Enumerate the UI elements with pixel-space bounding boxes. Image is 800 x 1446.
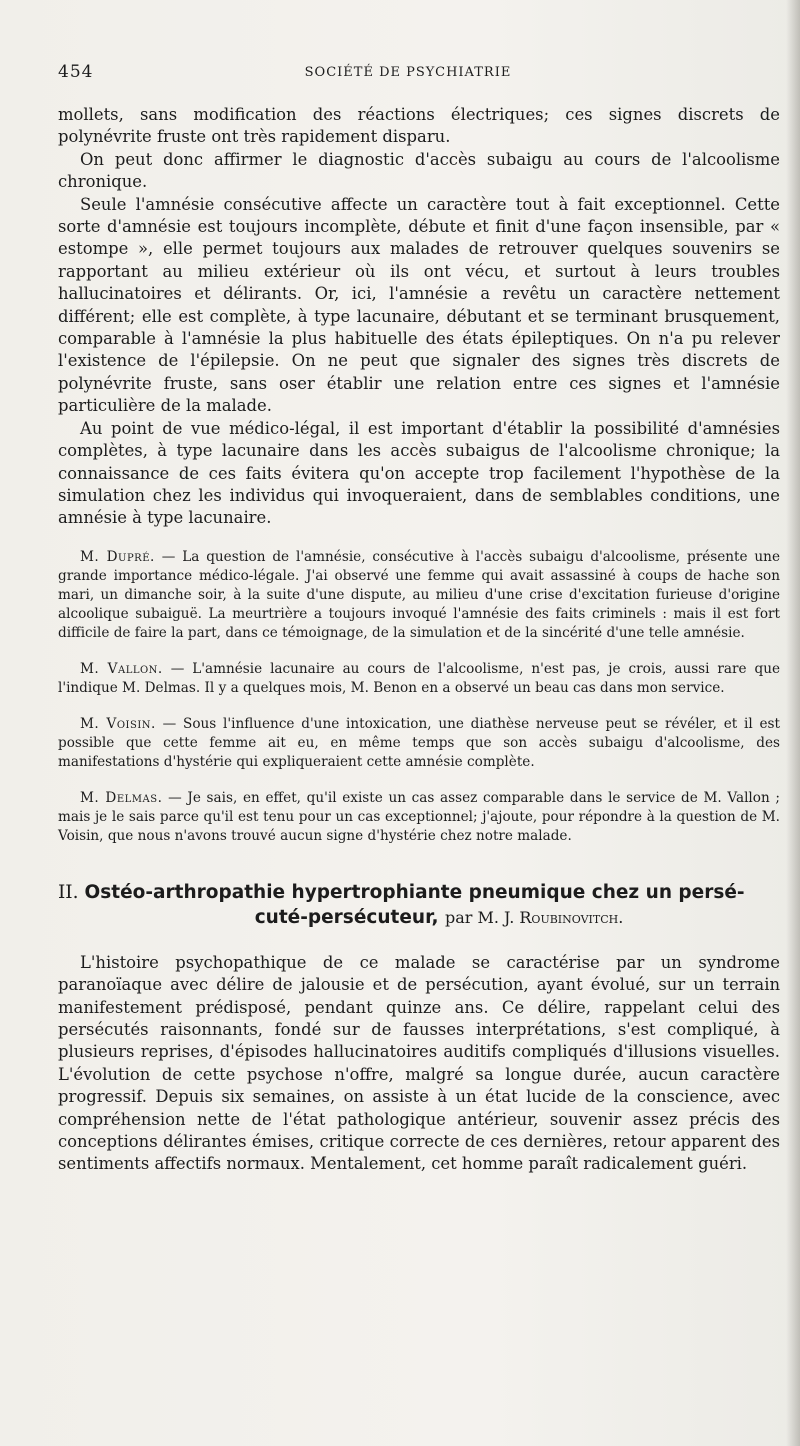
discussion-remark	[58, 660, 780, 698]
section-number: II.	[58, 881, 79, 903]
spacer	[58, 530, 780, 548]
section-title-line2: cuté-persécuteur,	[254, 906, 439, 928]
remark-text: — La question de l'amnésie, consécutive à l'accès subaigu d'alcoolisme, présente une grande importance médico-légale. J'ai observé une femme qui avait assassiné à coups de hache son mari, un dimanche soir, à la suite d'une dispute, au milieu d'une crise d'excitation furieuse d'origine alcoolique subaiguë. La meurtrière a toujours invoqué l'amnésie des faits criminels : mais il est fort difficile de faire la part, dans ce témoignage, de la simulation et de la sincérité d'une telle amnésie.	[58, 548, 780, 641]
section-title-line1: Ostéo-arthropathie hypertrophiante pneumique chez un persé-	[84, 881, 745, 903]
section-title	[58, 880, 780, 930]
body-text	[58, 104, 780, 1176]
remark-text: — L'amnésie lacunaire au cours de l'alcoolisme, n'est pas, je crois, aussi rare que l'indique M. Delmas. Il y a quelques mois, M. Benon en a observé un beau cas dans mon service.	[58, 660, 781, 696]
speaker-name: M. Vallon.	[80, 660, 163, 677]
discussion-remark	[58, 715, 780, 772]
author-name: Roubinovitch.	[519, 907, 624, 927]
paragraph: On peut donc affirmer le diagnostic d'accès subaigu au cours de l'alcoolisme chronique.	[58, 149, 780, 192]
section-title-line2-wrapper	[58, 905, 780, 930]
discussion-remark	[58, 789, 780, 846]
page-number: 454	[58, 62, 94, 82]
byline	[445, 908, 623, 927]
page-header	[58, 62, 758, 86]
paragraph: mollets, sans modification des réactions électriques; ces signes discrets de polynévrite fruste ont très rapidement disparu.	[58, 105, 780, 147]
page-edge-shadow	[786, 0, 800, 1446]
speaker-name: M. Dupré.	[80, 548, 155, 565]
speaker-name: M. Delmas.	[80, 789, 163, 806]
paragraph: Seule l'amnésie consécutive affecte un caractère tout à fait exceptionnel. Cette sorte d'amnésie est toujours incomplète, débute et finit d'une façon insensible, par « estompe », elle permet toujours aux malades de retrouver quelques souvenirs se rapportant au milieu extérieur où ils ont vécu, et surtout à leurs troubles hallucinatoires et délirants. Or, ici, l'amnésie a revêtu un caractère nettement différent; elle est complète, à type lacunaire, débutant et se terminant brusquement, comparable à l'amnésie la plus habituelle des états épileptiques. On n'a pu relever l'existence de l'épilepsie. On ne peut que signaler des signes très discrets de polynévrite fruste, sans oser établir une relation entre ces signes et l'amnésie particulière de la malade.	[58, 194, 780, 416]
speaker-name: M. Voisin.	[80, 715, 156, 732]
running-head: SOCIÉTÉ DE PSYCHIATRIE	[304, 65, 512, 80]
byline-prefix: par M. J.	[444, 907, 515, 927]
remark-text: — Sous l'influence d'une intoxication, une diathèse nerveuse peut se révéler, et il est possible que cette femme ait eu, en même temps que son accès subaigu d'alcoolisme, des manifestations d'hystérie qui expliqueraient cette amnésie complète.	[58, 715, 780, 770]
paragraph: L'histoire psychopathique de ce malade se caractérise par un syndrome paranoïaque avec délire de jalousie et de persécution, ayant évolué, sur un terrain manifestement prédisposé, pendant quinze ans. Ce délire, rappelant celui des persécutés raisonnants, fondé sur de fausses interprétations, s'est compliqué, à plusieurs reprises, d'épisodes hallucinatoires auditifs compliqués d'illusions visuelles. L'évolution de cette psychose n'offre, malgré sa longue durée, aucun caractère progressif. Depuis six semaines, on assiste à un état lucide de la conscience, avec compréhension nette de l'état pathologique antérieur, souvenir assez précis des conceptions délirantes émises, critique correcte de ces dernières, retour apparent des sentiments affectifs normaux. Mentalement, cet homme paraît radicalement guéri.	[58, 952, 780, 1174]
paragraph: Au point de vue médico-légal, il est important d'établir la possibilité d'amnésies complètes, à type lacunaire dans les accès subaigus de l'alcoolisme chronique; la connaissance de ces faits évitera qu'on accepte trop facilement l'hypothèse de la simulation chez les individus qui invoqueraient, dans de semblables conditions, une amnésie à type lacunaire.	[58, 418, 780, 528]
remark-text: — Je sais, en effet, qu'il existe un cas assez comparable dans le service de M. Vallon ; mais je le sais parce qu'il est tenu pour un cas exceptionnel; j'ajoute, pour répondre à la question de M. Voisin, que nous n'avons trouvé aucun signe d'hystérie chez notre malade.	[58, 789, 780, 844]
discussion-remark	[58, 548, 780, 643]
